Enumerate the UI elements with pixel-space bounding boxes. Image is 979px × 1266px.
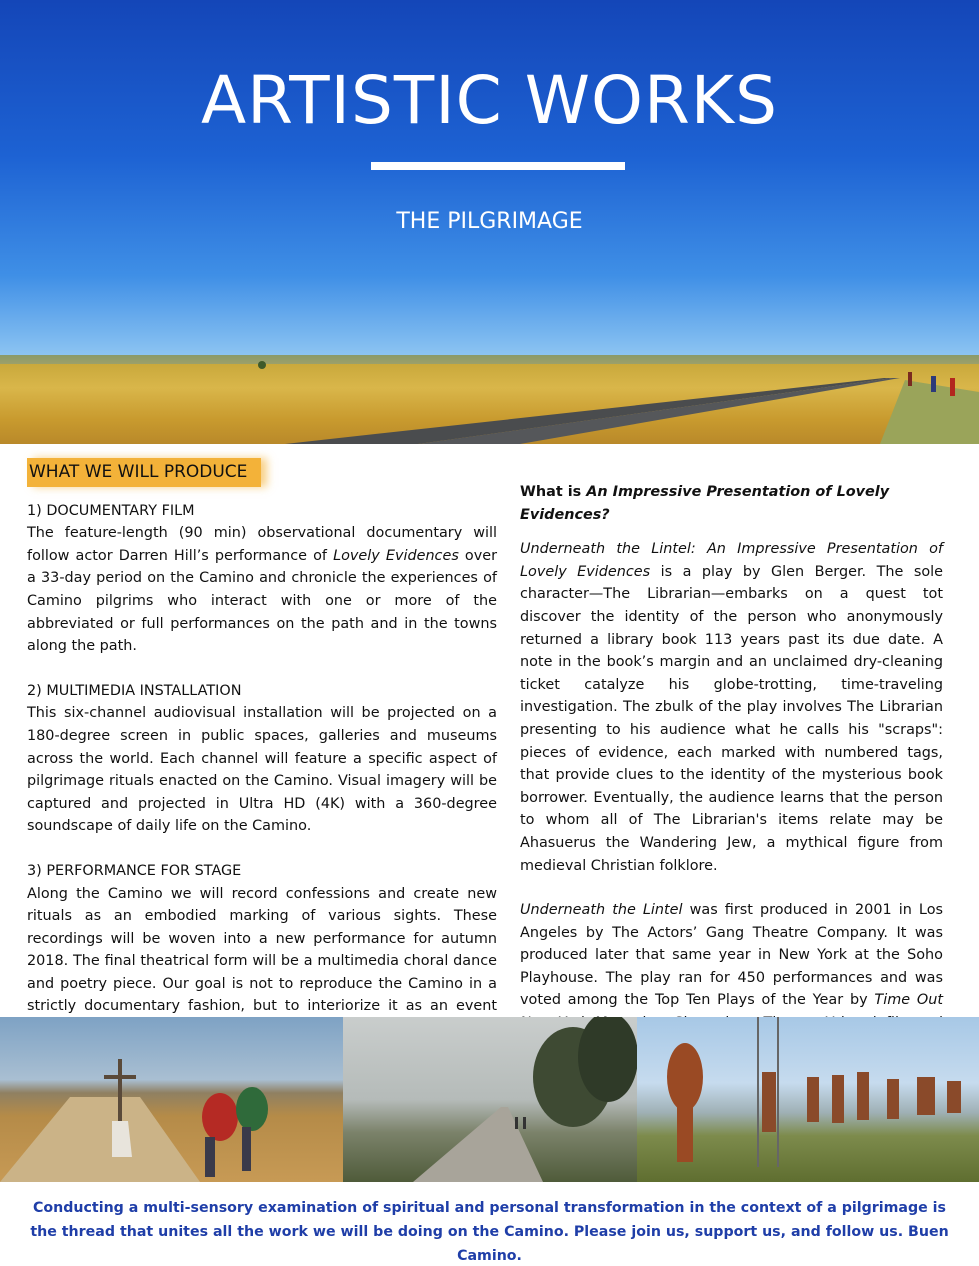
item-heading: 2) MULTIMEDIA INSTALLATION	[27, 682, 242, 699]
right-column	[520, 481, 943, 1102]
photo-strip	[0, 1017, 979, 1182]
production-history: Underneath the Lintel was first produced in 2001 in Los Angeles by The Actors’ Gang Theatre Company. It was produced later that same year in New York at the Soho Playhouse. The play ran for 450 performances and was voted among the Top Ten Plays of the Year by Time Out	[520, 902, 943, 1009]
item-multimedia-installation	[27, 680, 497, 838]
item-documentary-film	[27, 500, 497, 658]
photo-pilgrim-sculptures	[637, 1017, 979, 1182]
item-text: This six-channel audiovisual installation will be projected on a 180-degree screen in public spaces, galleries and museums across the world. Each channel will feature a specific aspect of pilgrimage rituals enacted on the Camino. Visual imagery will be captured and projected in Ultra HD (4K) with a 360-degree soundscape of daily life on the Camino.	[27, 705, 497, 835]
closing-statement: Conducting a multi-sensory examination of spiritual and personal transformation in the context of a pilgrimage is the thread that unites all the work we will be doing on the Camino. Please join us, support us, and follow us. Buen Camino.	[30, 1200, 949, 1264]
hero-banner	[0, 0, 979, 444]
page-title: ARTISTIC WORKS	[201, 62, 778, 139]
item-text: Along the Camino we will record confessions and create new rituals as an embodied marking of various sights. These recordings will be woven into a new performance for autumn 2018. The final theatrical form will be a multimedia choral dance and poetry piece. Our goal is not to reproduce the Camino in a strictly documentary fashion, but to interiorize it as an event	[27, 885, 497, 1015]
item-text: The feature-length (90 min) observational documentary will follow actor Darren Hill’s performance of Lovely Evidences over a 33-day period on the Camino and chronicle the experiences of Camino pilgrims who interact with one or more of the abbreviated or full performances on the path and in the towns along the path.	[27, 525, 497, 655]
section-label: WHAT WE WILL PRODUCE	[27, 458, 261, 487]
item-heading: 1) DOCUMENTARY FILM	[27, 502, 195, 519]
page-subtitle: THE PILGRIMAGE	[396, 209, 583, 234]
play-description: Underneath the Lintel: An Impressive Presentation of Lovely Evidences is a play by Glen Berger. The sole character—The Librarian—embarks on a quest tot discover the identity of the person who anonymously returned a library book 113 years past its due date. A note in the book’s margin and an unclaimed dry-cleaning ticket catalyze his globe-trotting, time-traveling investigation. The zbulk of the play involves The Librarian presenting to his audience what he calls his "scraps": pieces of evidence, each marked with numbered tags, that provide clues to the identity of the mysterious book borrower. Eventually, the audience learns that the person to whom all of The Librarian's items relate may be Ahasuerus the Wandering Jew, a mythical figure from medieval Christian folklore.	[520, 541, 943, 874]
title-divider	[371, 162, 625, 170]
item-performance-for-stage	[27, 860, 497, 1041]
photo-pilgrims-cross	[0, 1017, 343, 1182]
photo-misty-road	[343, 1017, 637, 1182]
item-heading: 3) PERFORMANCE FOR STAGE	[27, 862, 242, 879]
left-column	[27, 458, 497, 1063]
right-heading: What is An Impressive Presentation of Lovely Evidences?	[520, 484, 890, 523]
